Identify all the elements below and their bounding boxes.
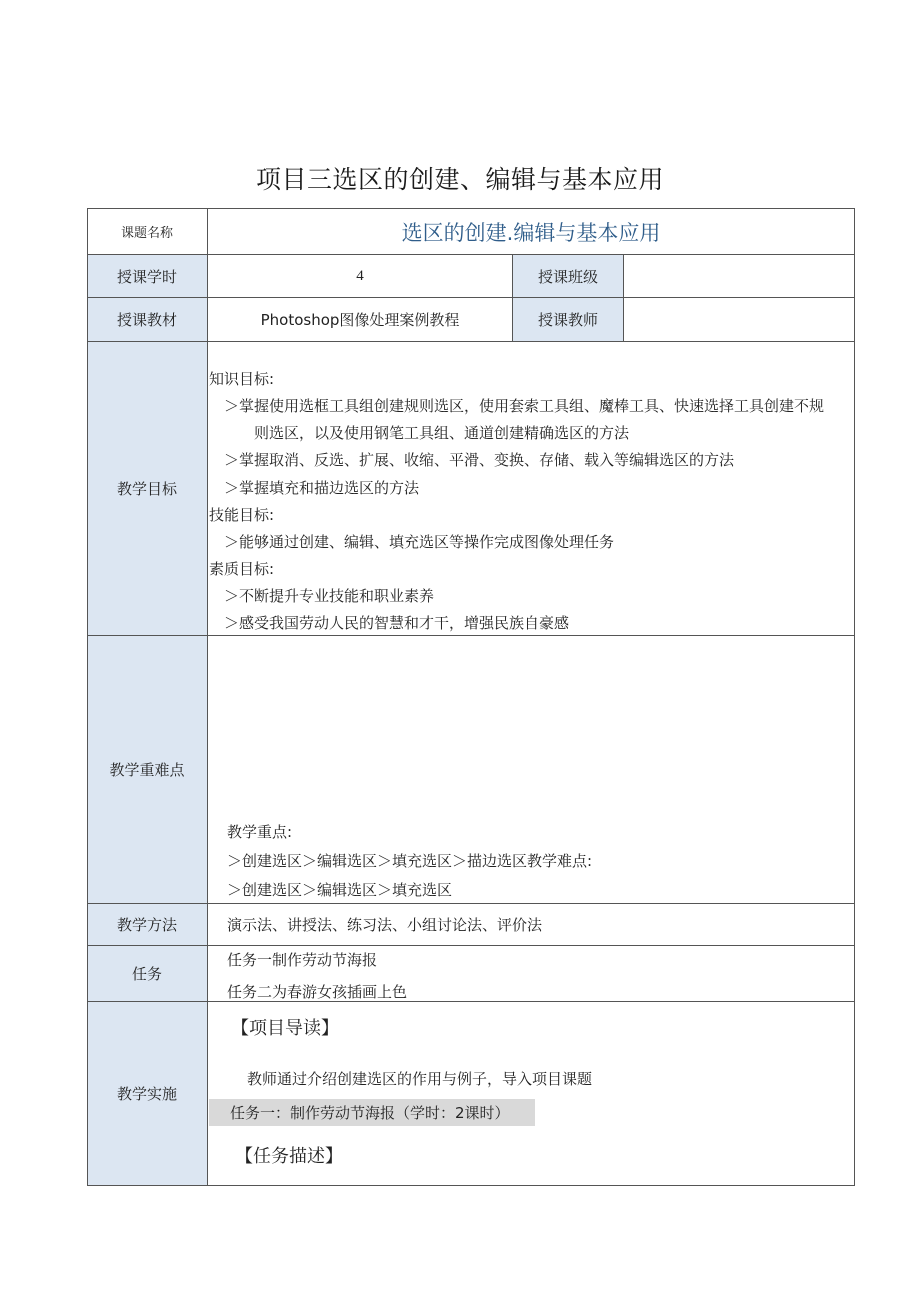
knowledge-title: 知识目标: <box>209 370 275 388</box>
task-item: 任务二为春游女孩插画上色 <box>227 983 408 1001</box>
knowledge-item: 则选区，以及使用钢笔工具组、通道创建精确选区的方法 <box>254 424 630 442</box>
hours-value: 4 <box>356 267 364 284</box>
skill-title: 技能目标: <box>209 506 275 524</box>
keypoints-line: ＞创建选区＞编辑选区＞填充选区 <box>227 881 453 899</box>
methods-label: 教学方法 <box>116 916 177 934</box>
table-divider-col <box>207 208 208 1186</box>
knowledge-item: ＞掌握使用选框工具组创建规则选区，使用套索工具组、魔棒工具、快速选择工具创建不规 <box>224 397 825 415</box>
keypoints-label: 教学重难点 <box>109 761 185 779</box>
skill-item: ＞能够通过创建、编辑、填充选区等操作完成图像处理任务 <box>224 533 615 551</box>
description-heading: 【任务描述】 <box>235 1146 343 1167</box>
table-border-right <box>854 208 855 1186</box>
page-title: 项目三选区的创建、编辑与基本应用 <box>255 165 664 194</box>
subject-value: 选区的创建.编辑与基本应用 <box>401 220 661 245</box>
teacher-label: 授课教师 <box>537 311 598 329</box>
quality-item: ＞感受我国劳动人民的智慧和才干，增强民族自豪感 <box>224 614 570 632</box>
knowledge-item: ＞掌握取消、反选、扩展、收缩、平滑、变换、存储、载入等编辑选区的方法 <box>224 451 735 469</box>
textbook-value: Photoshop图像处理案例教程 <box>260 311 460 329</box>
objectives-label: 教学目标 <box>116 480 177 498</box>
intro-heading: 【项目导读】 <box>231 1018 339 1039</box>
implementation-label: 教学实施 <box>116 1085 177 1103</box>
task-bar-text: 任务一：制作劳动节海报（学时：2课时） <box>230 1104 510 1122</box>
textbook-label: 授课教材 <box>116 311 177 329</box>
subject-label: 课题名称 <box>120 226 173 241</box>
methods-value: 演示法、讲授法、练习法、小组讨论法、评价法 <box>227 916 543 934</box>
quality-title: 素质目标: <box>209 560 275 578</box>
teacher-value <box>624 298 854 341</box>
hours-label: 授课学时 <box>116 267 177 286</box>
keypoints-line: ＞创建选区＞编辑选区＞填充选区＞描边选区教学难点: <box>227 852 593 870</box>
class-value <box>624 255 854 297</box>
tasks-label: 任务 <box>131 965 162 983</box>
intro-text: 教师通过介绍创建选区的作用与例子，导入项目课题 <box>247 1070 593 1088</box>
knowledge-item: ＞掌握填充和描边选区的方法 <box>224 479 420 497</box>
task-item: 任务一制作劳动节海报 <box>227 951 378 969</box>
keypoints-line: 教学重点: <box>227 823 293 841</box>
quality-item: ＞不断提升专业技能和职业素养 <box>224 587 435 605</box>
table-border-bottom <box>87 1185 855 1186</box>
class-label: 授课班级 <box>537 267 598 286</box>
